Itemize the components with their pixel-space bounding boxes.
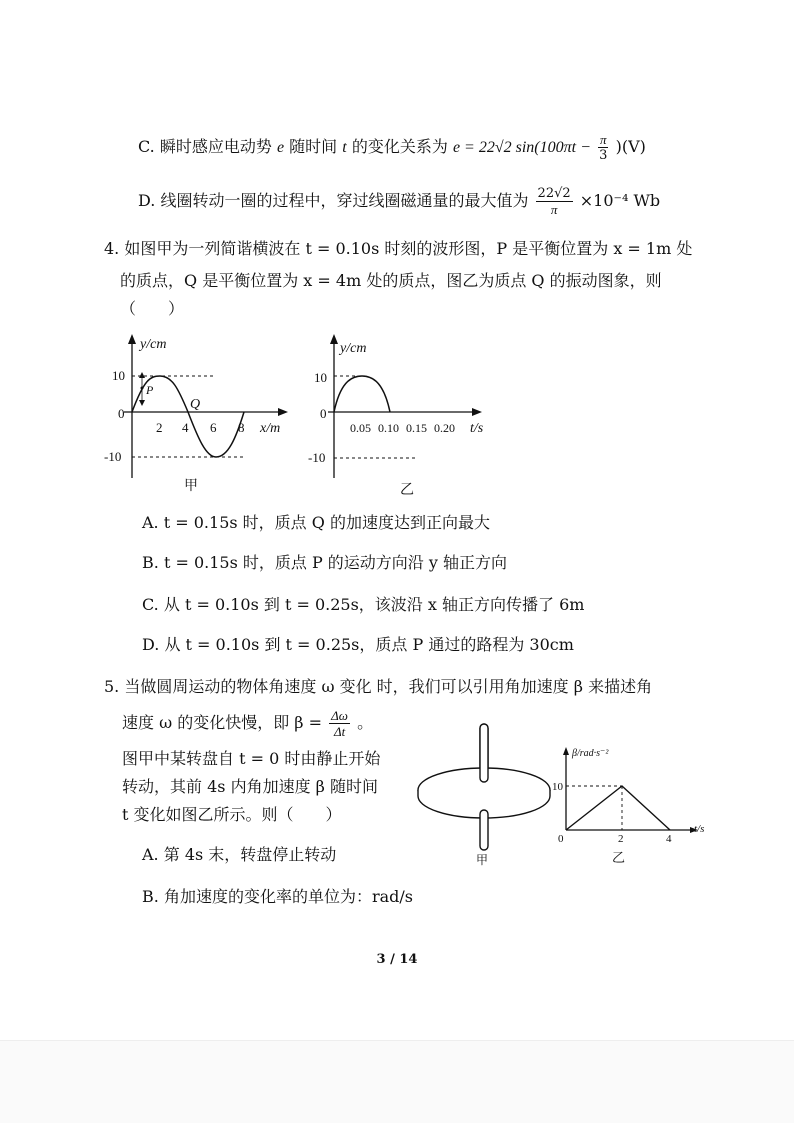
beta-figure xyxy=(552,744,712,864)
option-d-text: 线圈转动一圈的过程中，穿过线圈磁通量的最大值为 xyxy=(160,191,529,210)
option-d-tail: ×10⁻⁴ Wb xyxy=(579,191,661,210)
wave-x-tick-6: 6 xyxy=(210,420,217,435)
q4-line2: 的质点，Q 是平衡位置为 x = 4m 处的质点，图乙为质点 Q 的振动图象，则 xyxy=(120,271,662,290)
option-c-post: 的变化关系为 xyxy=(351,137,448,156)
q4-option-a xyxy=(142,512,490,534)
q5-fraction xyxy=(329,708,350,739)
wave-y-label: y/cm xyxy=(140,337,167,352)
q5-option-a-label: A. xyxy=(142,845,159,864)
beta-caption: 乙 xyxy=(612,850,626,865)
q5-line1 xyxy=(104,676,652,698)
q4-text-1: 如图甲为一列简谐横波在 t = 0.10s 时刻的波形图，P 是平衡位置为 x = 1m 处 xyxy=(124,239,693,258)
option-d-frac-num: 22√2 xyxy=(537,186,571,201)
option-c-label: C. xyxy=(138,137,155,156)
q4-option-a-text: t = 0.15s 时，质点 Q 的加速度达到正向最大 xyxy=(163,513,490,532)
wave-point-p: P xyxy=(146,383,154,397)
vibration-figure xyxy=(308,328,508,498)
vibration-x-tick-020: 0.20 xyxy=(434,421,455,435)
page-bottom-margin xyxy=(0,1040,794,1123)
q4-option-d-text: 从 t = 0.10s 到 t = 0.25s，质点 P 通过的路程为 30cm xyxy=(164,635,574,654)
q4-line1 xyxy=(104,238,692,260)
q4-paren: （ ） xyxy=(120,299,185,318)
wave-x-tick-2: 2 xyxy=(156,420,163,435)
option-c-frac-num: π xyxy=(599,132,607,147)
option-c-pre: 瞬时感应电动势 xyxy=(159,137,272,156)
beta-y-tick-10: 10 xyxy=(552,781,563,793)
turntable-figure xyxy=(414,718,554,868)
q5-line4: 转动，其前 4s 内角加速度 β 随时间 xyxy=(122,777,378,796)
wave-caption: 甲 xyxy=(184,479,198,494)
q5-option-a xyxy=(142,844,336,866)
wave-x-tick-8: 8 xyxy=(238,420,245,435)
option-c-t: t xyxy=(342,139,347,156)
option-c-mid: 随时间 xyxy=(289,137,338,156)
beta-x-tick-4: 4 xyxy=(666,833,672,845)
q5-text-2b: 。 xyxy=(357,713,374,732)
q5-line2 xyxy=(122,708,373,739)
q4-option-d-label: D. xyxy=(142,635,160,654)
q5-frac-den: Δt xyxy=(333,724,346,739)
wave-y-tick-neg10: -10 xyxy=(104,449,122,464)
vibration-x-label: t/s xyxy=(470,421,484,436)
q5-number: 5. xyxy=(104,677,120,696)
q5-option-b xyxy=(142,886,413,908)
option-d-fraction xyxy=(536,186,573,217)
turntable-caption: 甲 xyxy=(476,853,489,867)
q5-option-a-text: 第 4s 末，转盘停止转动 xyxy=(163,845,337,864)
vibration-x-tick-010: 0.10 xyxy=(378,421,399,435)
q5-line5: t 变化如图乙所示。则（ ） xyxy=(122,805,342,824)
q4-option-b xyxy=(142,552,507,574)
q4-number: 4. xyxy=(104,239,120,258)
q5-frac-num: Δω xyxy=(331,708,348,723)
vibration-y-tick-0: 0 xyxy=(320,406,327,421)
vibration-y-label: y/cm xyxy=(340,341,367,356)
page-number: 3 / 14 xyxy=(376,952,418,967)
beta-x-tick-2: 2 xyxy=(618,833,624,845)
option-d xyxy=(138,186,660,217)
wave-x-tick-4: 4 xyxy=(182,420,189,435)
vibration-x-tick-015: 0.15 xyxy=(406,421,427,435)
vibration-y-tick-10: 10 xyxy=(314,370,327,385)
wave-figure xyxy=(104,328,304,498)
q5-option-b-label: B. xyxy=(142,887,159,906)
wave-x-label: x/m xyxy=(260,421,281,436)
beta-x-tick-0: 0 xyxy=(558,833,564,845)
option-c-fraction xyxy=(598,132,609,163)
vibration-x-tick-005: 0.05 xyxy=(350,421,371,435)
q4-option-c-label: C. xyxy=(142,595,159,614)
q5-option-b-text: 角加速度的变化率的单位为：rad/s xyxy=(163,887,413,906)
wave-point-q: Q xyxy=(190,397,201,412)
beta-x-label: t/s xyxy=(694,823,705,835)
q5-text-2a: 速度 ω 的变化快慢，即 β = xyxy=(122,713,323,732)
beta-y-label: β/rad·s⁻² xyxy=(572,748,609,759)
vibration-y-tick-neg10: -10 xyxy=(308,450,326,465)
option-c-formula-a: e = 22√2 sin(100πt − xyxy=(452,139,591,156)
wave-y-tick-0: 0 xyxy=(118,406,125,421)
q5-line3: 图甲中某转盘自 t = 0 时由静止开始 xyxy=(122,749,381,768)
option-c-frac-den: 3 xyxy=(599,148,608,163)
option-c-e: e xyxy=(276,139,285,156)
q4-option-c-text: 从 t = 0.10s 到 t = 0.25s，该波沿 x 轴正方向传播了 6m xyxy=(163,595,585,614)
beta-line xyxy=(566,786,670,830)
q4-option-a-label: A. xyxy=(142,513,159,532)
option-c-formula-b: )(V) xyxy=(615,137,646,156)
option-d-label: D. xyxy=(138,191,156,210)
vibration-caption: 乙 xyxy=(400,483,414,498)
q4-option-b-text: t = 0.15s 时，质点 P 的运动方向沿 y 轴正方向 xyxy=(163,553,508,572)
vibration-curve xyxy=(334,376,390,412)
wave-y-tick-10: 10 xyxy=(112,368,125,383)
option-c xyxy=(138,132,646,163)
q4-option-c xyxy=(142,594,584,616)
option-d-frac-den: π xyxy=(550,202,558,217)
q4-option-d xyxy=(142,634,574,656)
q5-text-1: 当做圆周运动的物体角速度 ω 变化 时，我们可以引用角加速度 β 来描述角 xyxy=(124,677,653,696)
q4-option-b-label: B. xyxy=(142,553,159,572)
